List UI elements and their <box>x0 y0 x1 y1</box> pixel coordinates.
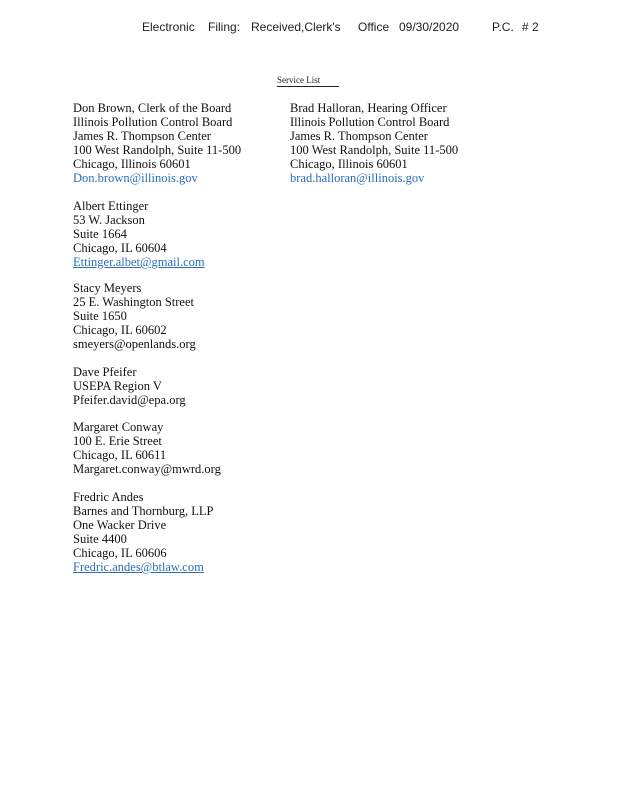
contact-street: 100 E. Erie Street <box>73 434 162 448</box>
header-filing: Filing: <box>208 20 241 34</box>
filing-header <box>0 20 618 38</box>
header-office: Office <box>358 20 390 34</box>
contact-fredric-andes <box>73 490 214 574</box>
contact-email-link[interactable]: Fredric.andes@btlaw.com <box>73 560 204 574</box>
contact-org: Illinois Pollution Control Board <box>290 115 450 129</box>
header-number: # 2 <box>522 20 539 34</box>
contact-name: Don Brown, Clerk of the Board <box>73 101 232 115</box>
contact-albert-ettinger <box>73 199 205 269</box>
contact-city: Chicago, Illinois 60601 <box>290 157 408 171</box>
contact-street: 53 W. Jackson <box>73 213 145 227</box>
contact-margaret-conway <box>73 420 221 476</box>
contact-street: 25 E. Washington Street <box>73 295 194 309</box>
contact-name: Dave Pfeifer <box>73 365 137 379</box>
contact-email-link[interactable]: brad.halloran@illinois.gov <box>290 171 425 185</box>
contact-city: Chicago, IL 60604 <box>73 241 167 255</box>
contact-don-brown <box>73 101 241 185</box>
contact-city: Chicago, IL 60606 <box>73 546 167 560</box>
contact-email-link[interactable]: Ettinger.albet@gmail.com <box>73 255 205 269</box>
contact-city: Chicago, IL 60611 <box>73 448 167 462</box>
contact-org: Illinois Pollution Control Board <box>73 115 233 129</box>
contact-email: smeyers@openlands.org <box>73 337 196 351</box>
contact-dave-pfeifer <box>73 365 186 407</box>
contact-email-link[interactable]: Don.brown@illinois.gov <box>73 171 198 185</box>
header-pc: P.C. <box>492 20 514 34</box>
contact-org: Barnes and Thornburg, LLP <box>73 504 214 518</box>
contact-name: Margaret Conway <box>73 420 164 434</box>
contact-building: James R. Thompson Center <box>73 129 211 143</box>
contact-suite: Suite 1664 <box>73 227 127 241</box>
contact-brad-halloran <box>290 101 458 185</box>
contact-city: Chicago, Illinois 60601 <box>73 157 191 171</box>
contact-name: Stacy Meyers <box>73 281 142 295</box>
contact-name: Albert Ettinger <box>73 199 149 213</box>
contact-suite: Suite 4400 <box>73 532 127 546</box>
header-received: Received,Clerk's <box>251 20 341 34</box>
contact-street: One Wacker Drive <box>73 518 167 532</box>
header-electronic: Electronic <box>142 20 195 34</box>
contact-stacy-meyers <box>73 281 196 351</box>
contact-city: Chicago, IL 60602 <box>73 323 167 337</box>
contact-street: 100 West Randolph, Suite 11-500 <box>73 143 242 157</box>
service-list-title: Service List <box>277 75 339 87</box>
contact-building: James R. Thompson Center <box>290 129 428 143</box>
contact-email: Pfeifer.david@epa.org <box>73 393 186 407</box>
contact-name: Brad Halloran, Hearing Officer <box>290 101 447 115</box>
contact-email: Margaret.conway@mwrd.org <box>73 462 221 476</box>
header-date: 09/30/2020 <box>399 20 460 34</box>
contact-suite: Suite 1650 <box>73 309 127 323</box>
contact-street: 100 West Randolph, Suite 11-500 <box>290 143 459 157</box>
contact-name: Fredric Andes <box>73 490 144 504</box>
contact-org: USEPA Region V <box>73 379 162 393</box>
